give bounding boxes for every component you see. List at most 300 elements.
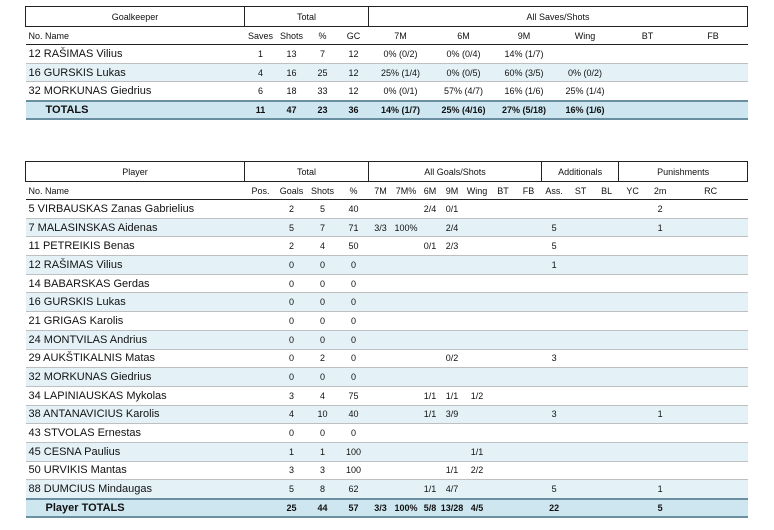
stat-cell-m7 bbox=[369, 442, 393, 461]
stat-cell-yc bbox=[619, 368, 647, 387]
stat-cell-m6 bbox=[420, 293, 441, 312]
totals-cell-bt bbox=[491, 499, 516, 517]
stat-cell-yc bbox=[619, 200, 647, 219]
column-header-7m: 7M bbox=[369, 27, 433, 45]
stat-cell-fb bbox=[516, 349, 542, 368]
totals-cell-gc: 36 bbox=[339, 101, 369, 119]
stat-cell-m2 bbox=[647, 293, 674, 312]
totals-cell-pct: 57 bbox=[339, 499, 369, 517]
column-header-bl: BL bbox=[595, 182, 619, 200]
stat-cell-fb bbox=[516, 330, 542, 349]
column-header-7m: 7M% bbox=[393, 182, 420, 200]
stat-cell-shots: 0 bbox=[307, 330, 339, 349]
stat-cell-pct: 62 bbox=[339, 480, 369, 499]
stat-cell-m6 bbox=[420, 424, 441, 443]
group-header-total: Total bbox=[245, 162, 369, 182]
stat-cell-m2 bbox=[647, 274, 674, 293]
stat-cell-ass: 1 bbox=[542, 256, 567, 275]
group-header-goalkeeper: Goalkeeper bbox=[26, 7, 245, 27]
stat-cell-goals: 0 bbox=[277, 293, 307, 312]
stat-cell-fb bbox=[679, 45, 748, 64]
stat-cell-m6: 0% (0/5) bbox=[433, 63, 495, 82]
totals-label: Player TOTALS bbox=[26, 499, 245, 517]
stat-cell-fb bbox=[516, 386, 542, 405]
stat-cell-pct: 0 bbox=[339, 330, 369, 349]
stat-cell-m6 bbox=[420, 368, 441, 387]
stat-cell-goals: 3 bbox=[277, 461, 307, 480]
stat-cell-m7p bbox=[393, 330, 420, 349]
stat-cell-yc bbox=[619, 274, 647, 293]
stat-cell-shots: 0 bbox=[307, 312, 339, 331]
stat-cell-st bbox=[567, 405, 595, 424]
column-header-st: ST bbox=[567, 182, 595, 200]
player-row bbox=[26, 480, 748, 499]
stat-cell-st bbox=[567, 386, 595, 405]
stat-cell-m6 bbox=[420, 330, 441, 349]
stat-cell-bt bbox=[617, 45, 679, 64]
stat-cell-pos bbox=[245, 330, 277, 349]
group-header-punishments: Punishments bbox=[619, 162, 748, 182]
column-header-9m: 9M bbox=[441, 182, 464, 200]
stat-cell-pos bbox=[245, 442, 277, 461]
stat-cell-wing bbox=[464, 237, 491, 256]
stat-cell-m9: 2/3 bbox=[441, 237, 464, 256]
stat-cell-fb bbox=[516, 424, 542, 443]
stat-cell-st bbox=[567, 330, 595, 349]
stat-cell-m7p bbox=[393, 237, 420, 256]
column-header-col: % bbox=[339, 182, 369, 200]
stat-cell-bl bbox=[595, 349, 619, 368]
stat-cell-saves: 6 bbox=[245, 82, 277, 101]
stat-cell-ass: 3 bbox=[542, 349, 567, 368]
stat-cell-yc bbox=[619, 461, 647, 480]
stat-cell-fb bbox=[516, 218, 542, 237]
stat-cell-shots: 2 bbox=[307, 349, 339, 368]
stat-cell-wing bbox=[464, 312, 491, 331]
stat-cell-shots: 0 bbox=[307, 424, 339, 443]
stat-cell-m2 bbox=[647, 349, 674, 368]
stat-cell-m7p bbox=[393, 461, 420, 480]
stat-cell-shots: 0 bbox=[307, 293, 339, 312]
stat-cell-m6 bbox=[420, 442, 441, 461]
stat-cell-bl bbox=[595, 330, 619, 349]
stat-cell-m6 bbox=[420, 461, 441, 480]
stat-cell-fb bbox=[516, 480, 542, 499]
stat-cell-m7 bbox=[369, 349, 393, 368]
stat-cell-rc bbox=[674, 200, 748, 219]
stat-cell-shots: 4 bbox=[307, 386, 339, 405]
stat-cell-pct: 33 bbox=[307, 82, 339, 101]
totals-cell-shots: 44 bbox=[307, 499, 339, 517]
stat-cell-wing bbox=[464, 200, 491, 219]
stat-cell-ass bbox=[542, 330, 567, 349]
player-row bbox=[26, 237, 748, 256]
totals-cell-bt bbox=[617, 101, 679, 119]
stat-cell-wing bbox=[464, 349, 491, 368]
stat-cell-bl bbox=[595, 200, 619, 219]
stat-cell-m7p bbox=[393, 424, 420, 443]
stat-cell-st bbox=[567, 368, 595, 387]
stat-cell-fb bbox=[679, 63, 748, 82]
player-name-cell: 43 STVOLAS Ernestas bbox=[26, 424, 245, 443]
stat-cell-bl bbox=[595, 312, 619, 331]
stat-cell-pos bbox=[245, 368, 277, 387]
totals-cell-pos bbox=[245, 499, 277, 517]
player-name-cell: 16 GURSKIS Lukas bbox=[26, 63, 245, 82]
player-row bbox=[26, 442, 748, 461]
stat-cell-bl bbox=[595, 293, 619, 312]
stat-cell-bl bbox=[595, 424, 619, 443]
stat-cell-shots: 4 bbox=[307, 237, 339, 256]
stat-cell-pct: 71 bbox=[339, 218, 369, 237]
stat-cell-pct: 7 bbox=[319, 48, 325, 59]
stat-cell-rc bbox=[674, 293, 748, 312]
stat-cell-bt bbox=[617, 63, 679, 82]
player-name-cell: 5 VIRBAUSKAS Zanas Gabrielius bbox=[28, 202, 195, 215]
stat-cell-bt bbox=[491, 312, 516, 331]
stat-cell-st bbox=[567, 480, 595, 499]
stat-cell-rc bbox=[674, 218, 748, 237]
stat-cell-wing bbox=[464, 424, 491, 443]
stat-cell-m9 bbox=[441, 256, 464, 275]
stat-cell-pos bbox=[245, 218, 277, 237]
stat-cell-pct: 100 bbox=[339, 461, 369, 480]
stat-cell-rc bbox=[674, 424, 748, 443]
stat-cell-pos bbox=[245, 424, 277, 443]
stat-cell-goals: 0 bbox=[277, 330, 307, 349]
stat-cell-bl bbox=[595, 237, 619, 256]
stat-cell-wing bbox=[464, 405, 491, 424]
totals-cell-shots: 47 bbox=[277, 101, 307, 119]
column-header-6m: 6M bbox=[420, 182, 441, 200]
stat-cell-st bbox=[567, 312, 595, 331]
stat-cell-wing bbox=[464, 368, 491, 387]
stat-cell-fb bbox=[516, 256, 542, 275]
stat-cell-bl bbox=[595, 218, 619, 237]
stat-cell-m7: 0% (0/2) bbox=[383, 48, 418, 59]
stat-cell-m7p bbox=[393, 256, 420, 275]
column-header-ass: Ass. bbox=[542, 182, 567, 200]
stat-cell-bt bbox=[491, 200, 516, 219]
totals-row bbox=[26, 499, 748, 517]
stat-cell-bl bbox=[595, 442, 619, 461]
stat-cell-wing: 1/1 bbox=[464, 442, 491, 461]
stat-cell-ass bbox=[542, 386, 567, 405]
stat-cell-fb bbox=[516, 237, 542, 256]
stat-cell-m2 bbox=[647, 461, 674, 480]
stat-cell-shots: 0 bbox=[307, 274, 339, 293]
column-header-rc: RC bbox=[674, 182, 748, 200]
stat-cell-bt bbox=[491, 424, 516, 443]
stat-cell-yc bbox=[619, 442, 647, 461]
stat-cell-m6: 1/1 bbox=[420, 480, 441, 499]
stat-cell-wing bbox=[464, 293, 491, 312]
totals-cell-pct: 23 bbox=[307, 101, 339, 119]
stat-cell-bt bbox=[617, 82, 679, 101]
stat-cell-bl bbox=[595, 480, 619, 499]
stat-cell-gc: 12 bbox=[339, 63, 369, 82]
stat-cell-m6 bbox=[420, 312, 441, 331]
totals-cell-m9: 27% (5/18) bbox=[495, 101, 554, 119]
player-row bbox=[26, 386, 748, 405]
stat-cell-shots: 13 bbox=[286, 48, 297, 59]
totals-cell-st bbox=[567, 499, 595, 517]
stat-cell-gc: 12 bbox=[348, 48, 359, 59]
stat-cell-goals: 0 bbox=[277, 274, 307, 293]
totals-cell-rc bbox=[674, 499, 748, 517]
stat-cell-bl bbox=[595, 368, 619, 387]
stat-cell-m2: 1 bbox=[647, 405, 674, 424]
stat-cell-rc bbox=[674, 237, 748, 256]
stat-cell-goals: 3 bbox=[277, 386, 307, 405]
player-row bbox=[26, 218, 748, 237]
player-name-cell: 24 MONTVILAS Andrius bbox=[26, 330, 245, 349]
player-row bbox=[26, 461, 748, 480]
stat-cell-m6: 2/4 bbox=[423, 203, 437, 214]
stat-cell-m9: 0/1 bbox=[445, 203, 459, 214]
stat-cell-rc bbox=[674, 480, 748, 499]
stat-cell-wing bbox=[464, 480, 491, 499]
totals-cell-bl bbox=[595, 499, 619, 517]
totals-cell-wing: 16% (1/6) bbox=[554, 101, 617, 119]
stat-cell-bt bbox=[491, 480, 516, 499]
stat-cell-m2 bbox=[647, 330, 674, 349]
stat-cell-m7 bbox=[369, 368, 393, 387]
player-row bbox=[26, 312, 748, 331]
stat-cell-ass bbox=[542, 461, 567, 480]
stat-cell-m2 bbox=[647, 442, 674, 461]
totals-cell-m7: 3/3 bbox=[369, 499, 393, 517]
group-header-additionals: Additionals bbox=[542, 162, 619, 182]
stat-cell-m7 bbox=[369, 312, 393, 331]
stat-cell-goals: 2 bbox=[288, 203, 294, 214]
stat-cell-fb bbox=[516, 274, 542, 293]
stat-cell-m7: 25% (1/4) bbox=[369, 63, 433, 82]
player-name-cell: 7 MALASINSKAS Aidenas bbox=[26, 218, 245, 237]
stat-cell-bt bbox=[491, 256, 516, 275]
stat-cell-goals: 5 bbox=[277, 480, 307, 499]
stat-cell-fb bbox=[516, 368, 542, 387]
stat-cell-ass: 5 bbox=[542, 480, 567, 499]
player-name-cell: 11 PETREIKIS Benas bbox=[26, 237, 245, 256]
stat-cell-yc bbox=[619, 312, 647, 331]
stat-cell-m7 bbox=[369, 405, 393, 424]
stat-cell-st bbox=[567, 274, 595, 293]
column-header-shots: Shots bbox=[277, 27, 307, 45]
stat-cell-m9: 1/1 bbox=[441, 461, 464, 480]
stat-cell-pct: 0 bbox=[339, 312, 369, 331]
player-name-cell: 38 ANTANAVICIUS Karolis bbox=[26, 405, 245, 424]
stat-cell-st bbox=[567, 424, 595, 443]
stat-cell-m7 bbox=[369, 293, 393, 312]
stat-cell-bt bbox=[491, 330, 516, 349]
stat-cell-m2 bbox=[647, 424, 674, 443]
stat-cell-st bbox=[567, 200, 595, 219]
stat-cell-shots: 10 bbox=[307, 405, 339, 424]
totals-cell-fb bbox=[516, 499, 542, 517]
stat-cell-bt bbox=[491, 386, 516, 405]
stat-cell-pos bbox=[245, 386, 277, 405]
stat-cell-wing bbox=[554, 45, 617, 64]
stat-cell-pos bbox=[245, 256, 277, 275]
stat-cell-m2 bbox=[647, 386, 674, 405]
stat-cell-rc bbox=[674, 461, 748, 480]
totals-cell-goals: 25 bbox=[277, 499, 307, 517]
stat-cell-pct: 0 bbox=[339, 274, 369, 293]
stat-cell-m7 bbox=[369, 386, 393, 405]
stat-cell-shots: 18 bbox=[277, 82, 307, 101]
stat-cell-m9: 4/7 bbox=[441, 480, 464, 499]
stat-cell-ass: 3 bbox=[542, 405, 567, 424]
stat-cell-m9 bbox=[441, 293, 464, 312]
goalkeeper-row bbox=[26, 63, 748, 82]
stat-cell-shots: 7 bbox=[307, 218, 339, 237]
stat-cell-wing: 25% (1/4) bbox=[554, 82, 617, 101]
goalkeeper-stats-table bbox=[25, 6, 748, 120]
stat-cell-pos bbox=[245, 480, 277, 499]
stat-cell-m7p bbox=[393, 442, 420, 461]
column-header-yc: YC bbox=[619, 182, 647, 200]
player-name-cell: 14 BABARSKAS Gerdas bbox=[26, 274, 245, 293]
stat-cell-ass: 5 bbox=[542, 218, 567, 237]
stat-cell-bl bbox=[595, 386, 619, 405]
stat-cell-fb bbox=[516, 442, 542, 461]
stat-cell-rc bbox=[674, 368, 748, 387]
stat-cell-st bbox=[567, 237, 595, 256]
stat-cell-m9: 1/1 bbox=[441, 386, 464, 405]
stat-cell-bt bbox=[491, 405, 516, 424]
stat-cell-saves: 4 bbox=[245, 63, 277, 82]
stat-cell-pos bbox=[245, 293, 277, 312]
stat-cell-st bbox=[567, 293, 595, 312]
stat-cell-goals: 2 bbox=[277, 237, 307, 256]
group-header-all-goals-shots: All Goals/Shots bbox=[369, 162, 542, 182]
stat-cell-ass bbox=[542, 274, 567, 293]
totals-cell-ass: 22 bbox=[542, 499, 567, 517]
stat-cell-saves: 1 bbox=[257, 48, 263, 59]
goalkeeper-column-header-row bbox=[26, 27, 748, 45]
stat-cell-m7 bbox=[369, 274, 393, 293]
player-column-header-row bbox=[26, 182, 748, 200]
stat-cell-goals: 5 bbox=[277, 218, 307, 237]
totals-cell-wing: 4/5 bbox=[464, 499, 491, 517]
player-name-cell: 45 CESNA Paulius bbox=[26, 442, 245, 461]
stat-cell-m7 bbox=[369, 480, 393, 499]
stat-cell-bl bbox=[595, 256, 619, 275]
stat-cell-m9 bbox=[441, 330, 464, 349]
stat-cell-bt bbox=[491, 368, 516, 387]
column-header-no-name: No. Name bbox=[26, 27, 245, 45]
group-header-player: Player bbox=[26, 162, 245, 182]
stat-cell-goals: 1 bbox=[277, 442, 307, 461]
stat-cell-yc bbox=[619, 237, 647, 256]
stat-cell-ass: 5 bbox=[542, 237, 567, 256]
stat-cell-pct: 0 bbox=[339, 368, 369, 387]
totals-label: TOTALS bbox=[26, 101, 245, 119]
stat-cell-bt bbox=[491, 293, 516, 312]
column-header-gc: GC bbox=[339, 27, 369, 45]
column-header-7m: 7M bbox=[369, 182, 393, 200]
stat-cell-goals: 0 bbox=[277, 312, 307, 331]
group-header-total: Total bbox=[245, 7, 369, 27]
stat-cell-fb bbox=[679, 82, 748, 101]
stat-cell-m2 bbox=[647, 312, 674, 331]
player-group-header-row bbox=[26, 162, 748, 182]
stat-cell-bl bbox=[595, 461, 619, 480]
stat-cell-rc bbox=[674, 274, 748, 293]
stat-cell-m7p bbox=[393, 200, 420, 219]
stat-cell-pct: 0 bbox=[339, 424, 369, 443]
player-row bbox=[26, 405, 748, 424]
player-name-cell: 32 MORKUNAS Giedrius bbox=[26, 368, 245, 387]
stat-cell-m7p bbox=[393, 368, 420, 387]
stat-cell-m7 bbox=[369, 237, 393, 256]
player-name-cell: 32 MORKUNAS Giedrius bbox=[26, 82, 245, 101]
player-row bbox=[26, 200, 748, 219]
stat-cell-m7 bbox=[369, 256, 393, 275]
stat-cell-yc bbox=[619, 218, 647, 237]
stat-cell-m7p bbox=[393, 293, 420, 312]
stat-cell-pos bbox=[245, 237, 277, 256]
stat-cell-yc bbox=[619, 349, 647, 368]
stat-cell-m7p bbox=[393, 480, 420, 499]
stat-cell-m7 bbox=[369, 200, 393, 219]
totals-row bbox=[26, 101, 748, 119]
player-row bbox=[26, 349, 748, 368]
stat-cell-bl bbox=[595, 405, 619, 424]
stat-cell-rc bbox=[674, 349, 748, 368]
stat-cell-fb bbox=[516, 293, 542, 312]
player-name-cell: 88 DUMCIUS Mindaugas bbox=[26, 480, 245, 499]
stat-cell-pct: 75 bbox=[339, 386, 369, 405]
stat-cell-fb bbox=[516, 200, 542, 219]
stat-cell-yc bbox=[619, 386, 647, 405]
stat-cell-m7 bbox=[369, 330, 393, 349]
player-name-cell: 29 AUKŠTIKALNIS Matas bbox=[26, 349, 245, 368]
stat-cell-m9 bbox=[441, 312, 464, 331]
player-name-cell: 50 URVIKIS Mantas bbox=[26, 461, 245, 480]
stat-cell-wing bbox=[464, 218, 491, 237]
player-row bbox=[26, 274, 748, 293]
stat-cell-m6: 57% (4/7) bbox=[433, 82, 495, 101]
stat-cell-shots: 3 bbox=[307, 461, 339, 480]
stat-cell-yc bbox=[619, 424, 647, 443]
stat-cell-wing bbox=[464, 330, 491, 349]
stat-cell-fb bbox=[516, 405, 542, 424]
totals-cell-m6: 5/8 bbox=[420, 499, 441, 517]
column-header-wing: Wing bbox=[554, 27, 617, 45]
stat-cell-wing: 2/2 bbox=[464, 461, 491, 480]
player-name-cell: 12 RAŠIMAS Vilius bbox=[26, 256, 245, 275]
stat-cell-ass bbox=[542, 293, 567, 312]
totals-cell-saves: 11 bbox=[245, 101, 277, 119]
stat-cell-ass bbox=[542, 442, 567, 461]
stat-cell-st bbox=[567, 461, 595, 480]
stat-cell-pos bbox=[245, 312, 277, 331]
stat-cell-bt bbox=[491, 218, 516, 237]
stat-cell-m9: 60% (3/5) bbox=[495, 63, 554, 82]
column-header-bt: BT bbox=[617, 27, 679, 45]
column-header-wing: Wing bbox=[464, 182, 491, 200]
stat-cell-m9: 16% (1/6) bbox=[495, 82, 554, 101]
totals-cell-m2: 5 bbox=[647, 499, 674, 517]
stat-cell-m7 bbox=[369, 424, 393, 443]
stat-cell-rc bbox=[674, 442, 748, 461]
stat-cell-m6: 1/1 bbox=[420, 405, 441, 424]
stat-cell-m9 bbox=[441, 424, 464, 443]
column-header-no-name: No. Name bbox=[26, 182, 245, 200]
stat-cell-shots: 5 bbox=[319, 203, 325, 214]
